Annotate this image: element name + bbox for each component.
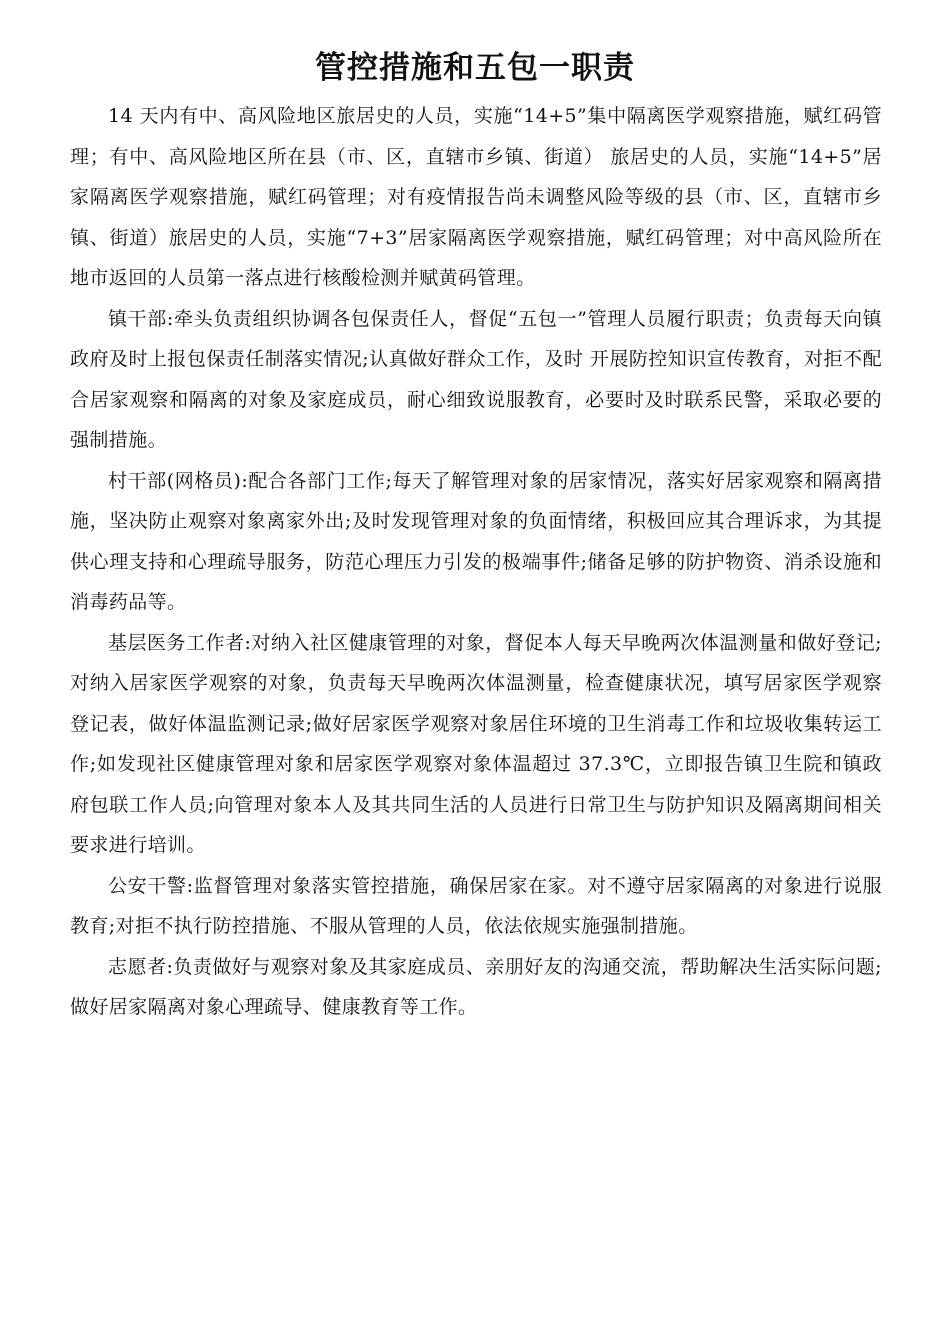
paragraph-risk-area-measures: 14 天内有中、高风险地区旅居史的人员，实施“14+5”集中隔离医学观察措施，赋红码管理；有中、高风险地区所在县（市、区，直辖市乡镇、街道） 旅居史的人员，实施“14+5”居家隔离医学观察措施，赋红码管理；对有疫情报告尚未调整风险等级的县（市、区，直辖市乡镇、街道）旅居史的人员，实施“7+3”居家隔离医学观察措施，赋红码管理；对中高风险所在地市返回的人员第一落点进行核酸检测并赋黄码管理。: [70, 105, 882, 289]
document-body: [70, 96, 882, 1028]
paragraph-village-cadre: 村干部(网格员):配合各部门工作;每天了解管理对象的居家情况，落实好居家观察和隔离措施，坚决防止观察对象离家外出;及时发现管理对象的负面情绪，积极回应其合理诉求，为其提供心理支持和心理疏导服务，防范心理压力引发的极端事件;储备足够的防护物资、消杀设施和消毒药品等。: [70, 469, 882, 613]
paragraph-town-cadre: 镇干部:牵头负责组织协调各包保责任人，督促“五包一”管理人员履行职责；负责每天向镇政府及时上报包保责任制落实情况;认真做好群众工作，及时 开展防控知识宣传教育，对拒不配合居家观察和隔离的对象及家庭成员，耐心细致说服教育，必要时及时联系民警，采取必要的强制措施。: [70, 307, 882, 451]
page-title: 管控措施和五包一职责: [315, 50, 635, 86]
paragraph-volunteer: 志愿者:负责做好与观察对象及其家庭成员、亲朋好友的沟通交流，帮助解决生活实际问题;做好居家隔离对象心理疏导、健康教育等工作。: [70, 955, 882, 1018]
paragraph-police: 公安干警:监督管理对象落实管控措施，确保居家在家。对不遵守居家隔离的对象进行说服教育;对拒不执行防控措施、不服从管理的人员，依法依规实施强制措施。: [70, 874, 882, 937]
paragraph-medical-worker: 基层医务工作者:对纳入社区健康管理的对象，督促本人每天早晚两次体温测量和做好登记;对纳入居家医学观察的对象，负责每天早晚两次体温测量，检查健康状况，填写居家医学观察登记表，做好体温监测记录;做好居家医学观察对象居住环境的卫生消毒工作和垃圾收集转运工作;如发现社区健康管理对象和居家医学观察对象体温超过 37.3℃，立即报告镇卫生院和镇政府包联工作人员;向管理对象本人及其共同生活的人员进行日常卫生与防护知识及隔离期间相关要求进行培训。: [70, 631, 882, 856]
